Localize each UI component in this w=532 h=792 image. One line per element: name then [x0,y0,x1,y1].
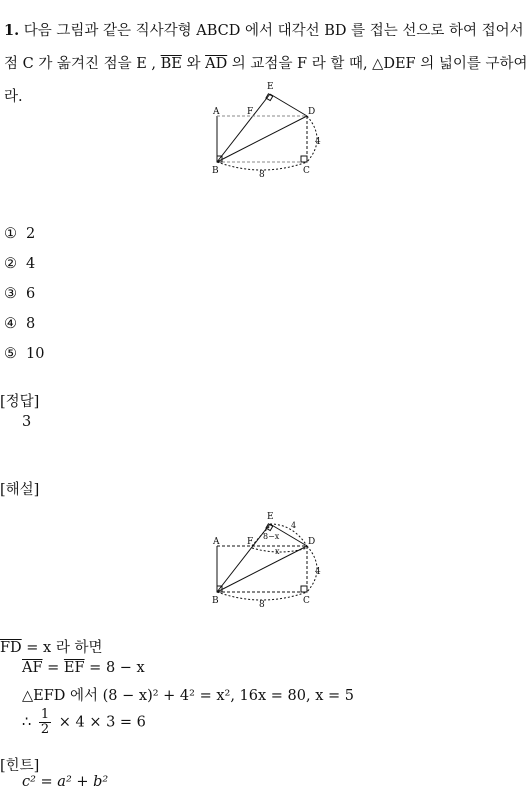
label-b: B [212,166,219,176]
label-c: C [303,166,310,176]
label-f: F [247,107,254,117]
answer-value: 3 [22,414,32,430]
segment-ad: $\overline{AD}$ [205,56,228,72]
length-bc: 8 [259,600,265,608]
edge-be [217,94,270,162]
option-4[interactable] [4,316,35,332]
figure-fold-rectangle [205,78,335,178]
solution-text: = x 라 하면 [21,640,103,656]
edge-ed [270,94,307,116]
option-value: 6 [26,286,36,302]
right-angle-c [301,586,307,592]
label-b: B [212,596,219,606]
question-number: 1. [4,22,20,39]
option-2[interactable] [4,256,35,272]
solution-line-2 [22,660,145,676]
option-marker: ④ [4,316,17,332]
arc-bc [217,162,307,170]
question-text-c: 의 교점을 F 라 할 때, △DEF 의 넓이를 구하여라. [4,56,528,105]
label-d: D [308,537,316,547]
hint-value: c² = a² + b² [22,774,109,790]
option-5[interactable] [4,346,44,362]
solution-text: × 4 × 3 = 6 [54,714,146,731]
label-e: E [267,82,274,92]
label-c: C [303,596,310,606]
length-cd: 4 [315,137,321,147]
label-a: A [213,107,220,117]
length-ed: 4 [291,521,297,530]
option-marker: ③ [4,286,17,302]
question-text-b: 와 [181,56,206,72]
fraction-numerator: 1 [40,707,50,722]
length-bc: 8 [259,170,265,178]
figure-solution [205,508,335,608]
length-ef: 8−x [263,532,280,541]
label-f: F [247,537,254,547]
segment-af: $\overline{AF}$ [22,660,43,676]
diagonal-bd [217,546,307,592]
fraction [39,708,51,737]
segment-be: $\overline{BE}$ [160,56,182,72]
fraction-denominator: 2 [40,722,50,737]
label-d: D [308,107,316,117]
right-angle-c [301,156,307,162]
answer-title: [정답] [0,394,40,410]
solution-text: = [42,660,64,676]
length-fd: x [275,547,280,556]
option-marker: ⑤ [4,346,17,362]
option-value: 4 [26,256,36,272]
segment-ef: $\overline{EF}$ [63,660,85,676]
therefore-symbol: ∴ [22,714,36,731]
label-a: A [213,537,220,547]
option-marker: ① [4,226,17,242]
solution-title: [해설] [0,482,40,498]
segment-fd: $\overline{FD}$ [0,640,22,656]
solution-line-3: △EFD 에서 (8 − x)² + 4² = x², 16x = 80, x = 5 [22,688,354,704]
solution-line-1 [0,636,102,657]
length-cd: 4 [315,567,321,577]
arc-bc [217,592,307,600]
label-e: E [267,512,274,522]
option-marker: ② [4,256,17,272]
option-3[interactable] [4,286,35,302]
solution-text: = 8 − x [84,660,145,676]
option-1[interactable] [4,226,35,242]
option-value: 10 [26,346,45,362]
hint-title: [힌트] [0,758,40,774]
question-text-a: 다음 그림과 같은 직사각형 ABCD 에서 대각선 BD 를 접는 선으로 하여 접어서 점 C 가 옮겨진 점을 E , [4,23,524,72]
option-value: 8 [26,316,36,332]
diagonal-bd [217,116,307,162]
solution-line-4 [22,708,146,737]
option-value: 2 [26,226,36,242]
